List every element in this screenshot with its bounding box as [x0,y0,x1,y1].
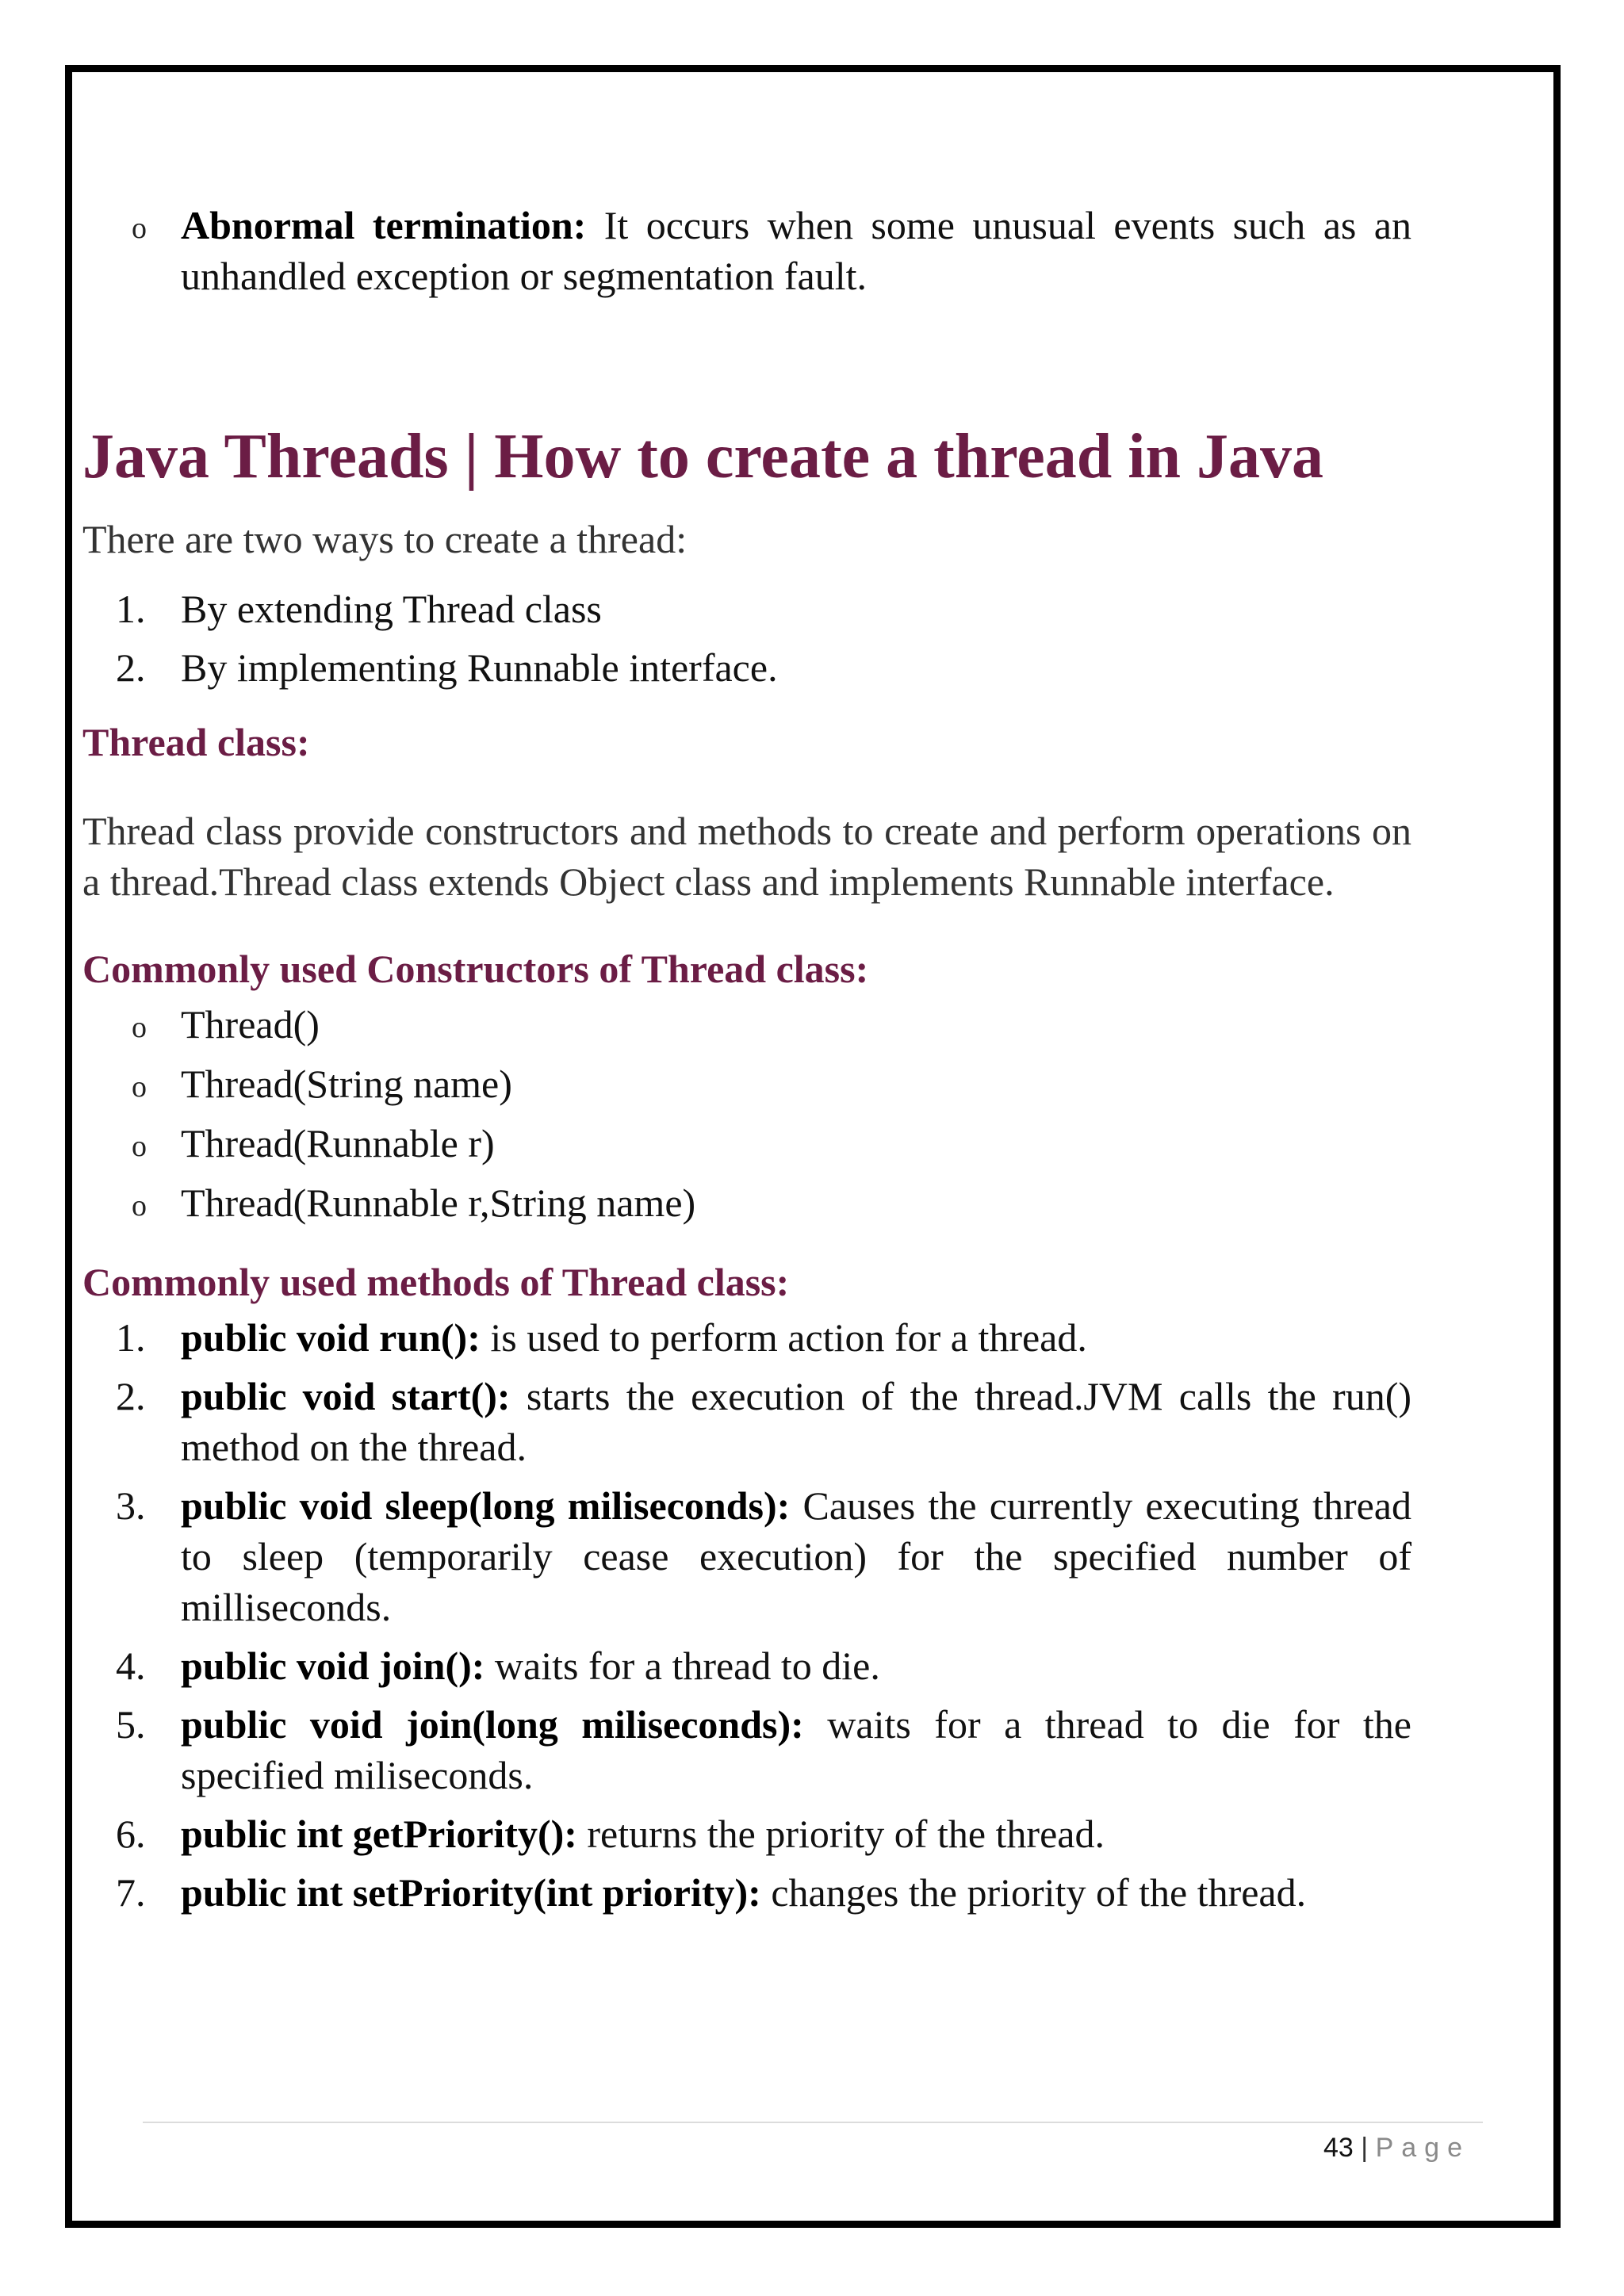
list-item [82,1312,1411,1363]
section-heading: Commonly used methods of Thread class: [82,1260,790,1304]
list-item-text: Thread(Runnable r,String name) [181,1181,696,1225]
termination-list [82,200,1411,301]
method-description: waits for a thread to die for the specified miliseconds. [181,1702,1411,1797]
list-item [82,1118,1411,1169]
thread-class-paragraph: Thread class provide constructors and methods to create and perform operations on a thread.Thread class extends Object class and implements Runnable interface. [82,809,1411,904]
circle-bullet-icon: o [132,1130,147,1163]
circle-bullet-icon: o [132,1070,147,1104]
list-number: 4. [116,1644,146,1688]
circle-bullet-icon: o [132,212,147,245]
list-item [82,1808,1411,1859]
methods-list [82,1312,1411,1918]
list-item [82,642,1411,693]
list-item [82,1699,1411,1800]
term-label: Abnormal termination: [181,203,587,247]
ways-list [82,584,1411,693]
list-item [82,1867,1411,1918]
circle-bullet-icon: o [132,1011,147,1044]
list-item-text: By implementing Runnable interface. [181,645,778,690]
method-description: waits for a thread to die. [485,1644,880,1688]
footer-divider [143,2122,1483,2123]
method-description: returns the priority of the thread. [576,1812,1105,1856]
list-item [82,999,1411,1050]
list-number: 1. [116,587,146,631]
method-signature: public void start(): [181,1374,511,1418]
list-item [82,584,1411,634]
list-item-text: Thread(Runnable r) [181,1121,495,1165]
method-signature: public void run(): [181,1315,481,1360]
section-heading: Thread class: [82,720,310,764]
list-number: 2. [116,645,146,690]
method-description: starts the execution of the thread.JVM calls the run() method on the thread. [181,1374,1411,1469]
page-content [82,127,1411,1926]
list-number: 6. [116,1812,146,1856]
list-item [82,1480,1411,1632]
page-number: 43 [1323,2133,1354,2163]
list-item [82,1371,1411,1472]
method-signature: public int getPriority(): [181,1812,577,1856]
list-item [82,1058,1411,1109]
footer-separator: | [1361,2133,1369,2163]
list-item [82,1640,1411,1691]
list-item [82,200,1411,301]
list-number: 2. [116,1374,146,1418]
list-item [82,1177,1411,1228]
circle-bullet-icon: o [132,1189,147,1223]
method-signature: public void join(long miliseconds): [181,1702,804,1747]
method-description: changes the priority of the thread. [760,1870,1307,1915]
intro-paragraph: There are two ways to create a thread: [82,517,688,561]
method-description: Causes the currently executing thread to sleep (temporarily cease execution) for the specified number of milliseconds. [181,1483,1412,1629]
term-text: It occurs when some unusual events such as an unhandled exception or segmentation fault. [181,203,1411,298]
constructors-list [82,999,1411,1228]
list-number: 3. [116,1483,146,1528]
method-description: is used to perform action for a thread. [480,1315,1087,1360]
method-signature: public void sleep(long miliseconds): [181,1483,791,1528]
method-signature: public int setPriority(int priority): [181,1870,761,1915]
list-number: 1. [116,1315,146,1360]
list-item-text: By extending Thread class [181,587,602,631]
section-heading: Commonly used Constructors of Thread class: [82,947,869,991]
list-number: 5. [116,1702,146,1747]
list-number: 7. [116,1870,146,1915]
page-footer [1323,2133,1470,2164]
page-title: Java Threads | How to create a thread in Java [82,422,1323,492]
method-signature: public void join(): [181,1644,485,1688]
list-item-text: Thread(String name) [181,1062,512,1106]
list-item-text: Thread() [181,1002,320,1047]
page-label: Page [1375,2133,1470,2163]
